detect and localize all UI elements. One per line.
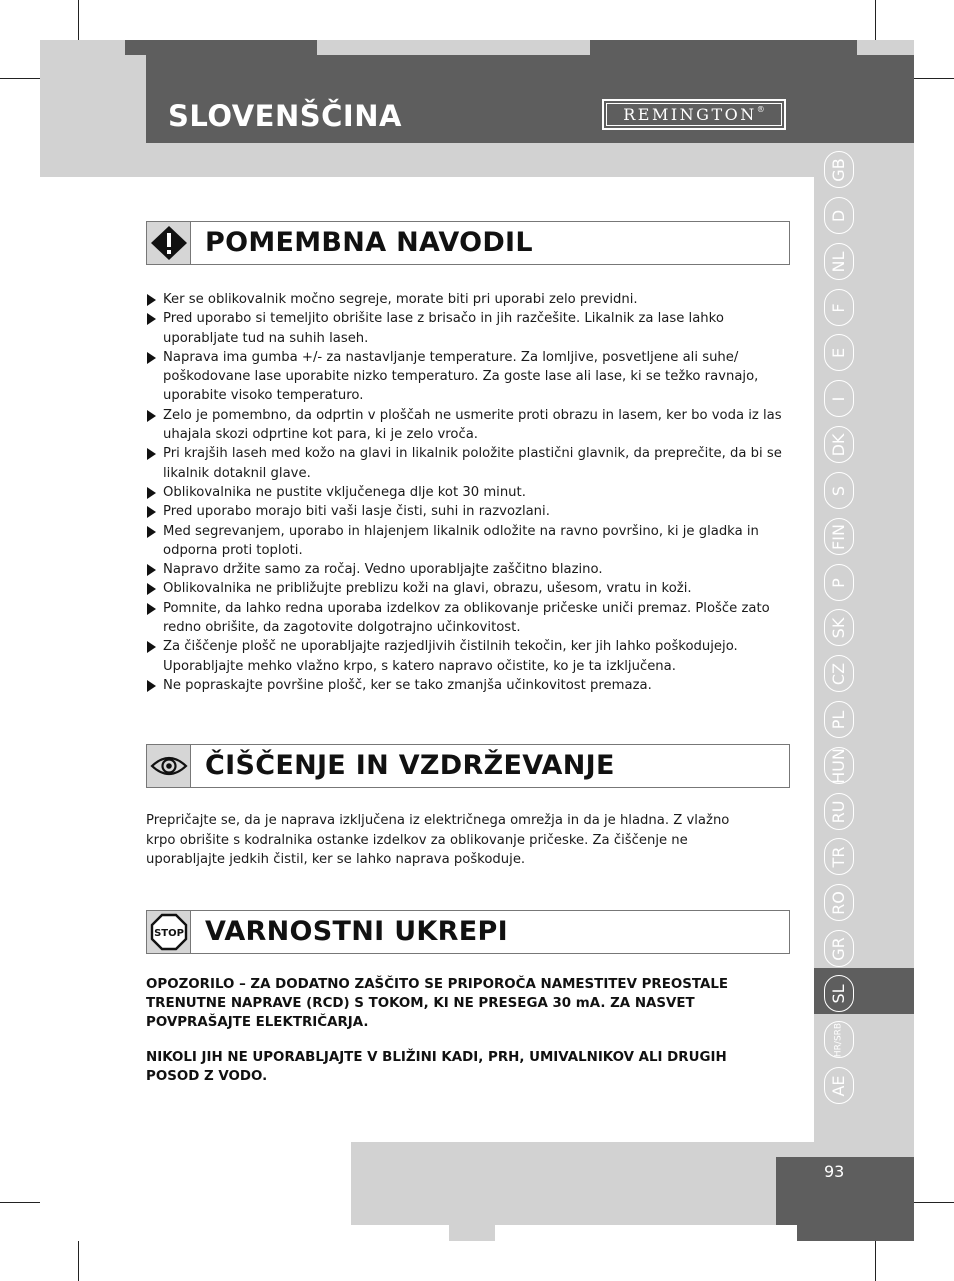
list-item: Pred uporabo si temeljito obrišite lase z brisačo in jih razčešite. Likalnik za lase lahko uporabljate tud na suhih laseh. <box>146 309 796 348</box>
brand-mark: ® <box>756 105 765 114</box>
language-tab-label: RO <box>829 890 848 915</box>
list-item: Napravo držite samo za ročaj. Vedno uporabljajte zaščitno blazino. <box>146 560 796 579</box>
footer-tab-light <box>449 1225 495 1241</box>
language-tab-cz[interactable] <box>824 655 854 692</box>
list-item: Pomnite, da lahko redna uporaba izdelkov za oblikovanje pričeske uniči premaz. Plošče zato redno obrišite, da zagotovite dolgotrajno učinkovitost. <box>146 599 796 638</box>
language-tab-hr-srb[interactable] <box>824 1021 854 1058</box>
language-tab-dk[interactable] <box>824 426 854 463</box>
language-tab-label: F <box>829 302 848 313</box>
language-tab-ro[interactable] <box>824 884 854 921</box>
crop-mark <box>78 1241 79 1281</box>
list-item: Ne popraskajte površine plošč, ker se tako zmanjša učinkovitost premaza. <box>146 676 796 695</box>
language-tab-label: HR/SRB <box>833 1022 844 1057</box>
list-item: Oblikovalnika ne pustite vključenega dlje kot 30 minut. <box>146 483 796 502</box>
section-title: VARNOSTNI UKREPI <box>205 916 508 947</box>
language-tab-p[interactable] <box>824 564 854 601</box>
language-tab-label: SK <box>829 617 848 638</box>
language-tab-f[interactable] <box>824 289 854 326</box>
language-tab-hun[interactable] <box>824 747 854 784</box>
language-tab-label: E <box>829 347 848 358</box>
language-tab-e[interactable] <box>824 334 854 371</box>
exclamation-icon <box>147 222 191 264</box>
warning-rcd: OPOZORILO – ZA DODATNO ZAŠČITO SE PRIPOROČA NAMESTITEV PREOSTALE TRENUTNE NAPRAVE (RCD) S TOKOM, KI NE PRESEGA 30 mA. ZA NASVET POVPRAŠAJTE ELEKTRIČARJA. <box>146 977 729 1030</box>
language-tab-label: GB <box>829 157 848 182</box>
list-item: Naprava ima gumba +/- za nastavljanje temperature. Za lomljive, posvetljene ali suhe/ poškodovane lase uporabite nizko temperaturo. Za goste lase ali lase, ki se težko ravnajo, uporabite visoko temperaturo. <box>146 348 796 406</box>
language-tab-s[interactable] <box>824 472 854 509</box>
list-item: Pred uporabo morajo biti vaši lasje čisti, suhi in razvozlani. <box>146 502 796 521</box>
list-item: Ker se oblikovalnik močno segreje, morate biti pri uporabi zelo previdni. <box>146 290 796 309</box>
warning-water: NIKOLI JIH NE UPORABLJAJTE V BLIŽINI KADI, PRH, UMIVALNIKOV ALI DRUGIH POSOD Z VODO. <box>146 1050 727 1084</box>
language-tab-ae[interactable] <box>824 1067 854 1104</box>
language-tab-i[interactable] <box>824 380 854 417</box>
section-header-safety <box>146 910 790 954</box>
crop-mark <box>78 0 79 40</box>
stop-sign-icon <box>147 911 191 953</box>
language-tab-label: SL <box>829 983 848 1004</box>
language-tab-gb[interactable] <box>824 151 854 188</box>
language-tab-label: I <box>829 396 848 401</box>
language-tab-label: GR <box>829 936 848 961</box>
crop-mark <box>0 1202 40 1203</box>
page-number-tab <box>797 1225 914 1241</box>
language-tab-label: D <box>829 209 848 222</box>
language-tab-label: CZ <box>829 662 848 685</box>
list-item: Oblikovalnika ne približujte preblizu koži na glavi, obrazu, ušesom, vratu in koži. <box>146 579 796 598</box>
language-tab-d[interactable] <box>824 197 854 234</box>
crop-mark <box>914 1202 954 1203</box>
list-item: Zelo je pomembno, da odprtin v ploščah ne usmerite proti obrazu in lasem, ker bo voda iz las uhajala skozi odprtine kot para, ki je zelo vroča. <box>146 406 796 445</box>
language-tab-label: S <box>829 485 848 496</box>
language-tab-label: RU <box>829 800 848 823</box>
section-header-important <box>146 221 790 265</box>
crop-mark <box>914 78 954 79</box>
list-item: Med segrevanjem, uporabo in hlajenjem likalnik odložite na ravno površino, ki je gladka in odporna proti toploti. <box>146 522 796 561</box>
list-item: Za čiščenje plošč ne uporabljajte razjedljivih čistilnih tekočin, ker jih lahko poškodujejo. Uporabljajte mehko vlažno krpo, s katero napravo očistite, ko je ta izključena. <box>146 637 796 676</box>
language-tab-label: NL <box>829 251 848 272</box>
crop-mark <box>875 1241 876 1281</box>
list-item: Pri krajših laseh med kožo na glavi in likalnik položite plastični glavnik, da preprečite, da bi se likalnik dotaknil glave. <box>146 444 796 483</box>
language-tab-sl[interactable] <box>824 975 854 1012</box>
cleaning-text: Prepričajte se, da je naprava izključena iz električnega omrežja in da je hladna. Z vlažno krpo obrišite s kodralnika ostanke izdelkov za oblikovanje pričeske. Za čiščenje ne uporabljajte jedkih čistil, ker se lahko naprava poškoduje. <box>146 813 730 867</box>
language-tab-sk[interactable] <box>824 609 854 646</box>
instructions-list <box>146 290 796 695</box>
section-title: POMEMBNA NAVODIL <box>205 227 533 258</box>
brand-name: REMINGTON <box>623 105 757 124</box>
language-tab-pl[interactable] <box>824 701 854 738</box>
page-title: SLOVENŠČINA <box>168 99 402 133</box>
stop-sign-text: STOP <box>153 928 184 939</box>
eye-icon <box>147 745 191 787</box>
language-tab-ru[interactable] <box>824 793 854 830</box>
section-header-cleaning <box>146 744 790 788</box>
header-tab-dark <box>590 40 857 55</box>
brand-logo <box>602 99 786 130</box>
language-tab-label: PL <box>829 710 848 729</box>
crop-mark <box>875 0 876 40</box>
language-tab-label: FIN <box>829 523 848 550</box>
language-tab-nl[interactable] <box>824 243 854 280</box>
language-tab-label: HUN <box>829 747 848 784</box>
header-tab-dark <box>125 40 317 55</box>
language-tab-label: P <box>829 577 848 588</box>
language-tab-fin[interactable] <box>824 518 854 555</box>
language-tab-label: DK <box>829 433 848 456</box>
language-tab-tr[interactable] <box>824 838 854 875</box>
section-title: ČIŠČENJE IN VZDRŽEVANJE <box>205 750 615 781</box>
page-number: 93 <box>824 1162 845 1181</box>
language-tab-label: AE <box>829 1074 848 1097</box>
crop-mark <box>0 78 40 79</box>
language-tab-label: TR <box>829 846 848 867</box>
language-tab-gr[interactable] <box>824 930 854 967</box>
